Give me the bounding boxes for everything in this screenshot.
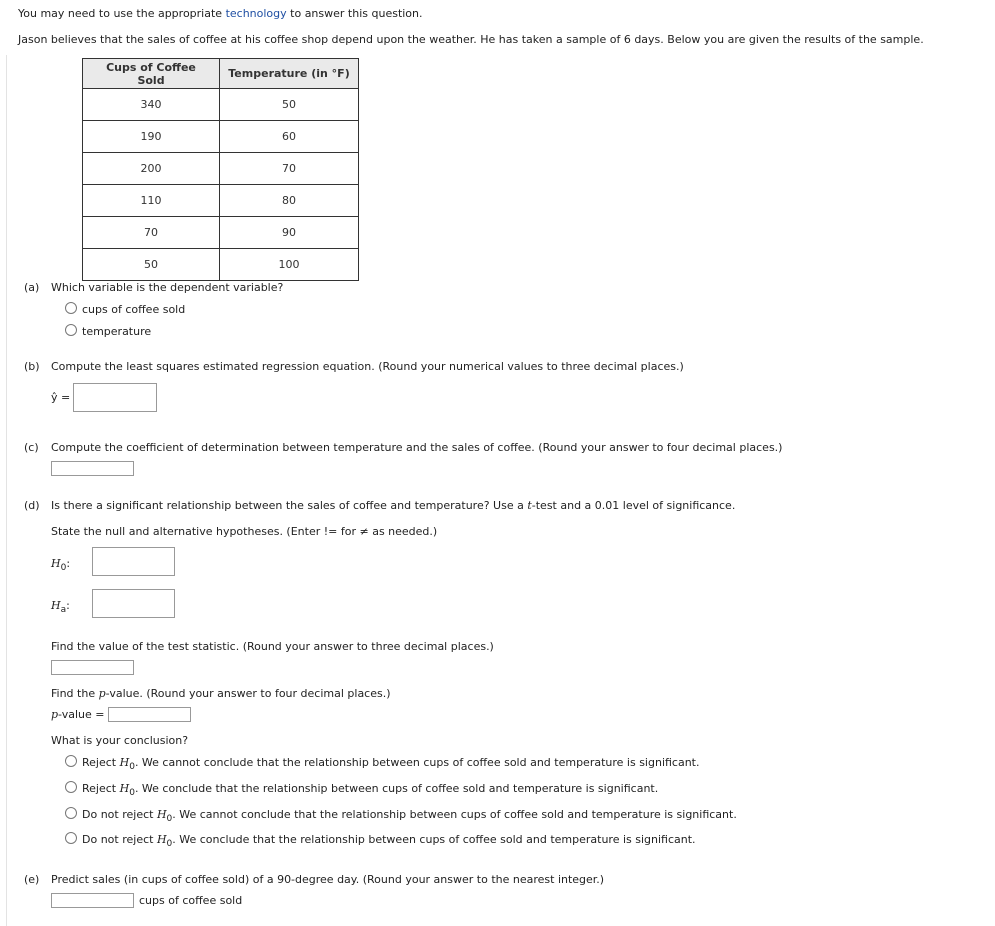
part-d-label: (d) xyxy=(24,499,40,512)
predicted-sales-input[interactable] xyxy=(51,893,134,908)
h0-subscript: 0 xyxy=(129,788,135,799)
conclusion-pre: Do not reject xyxy=(82,808,157,821)
conclusion-pre: Reject xyxy=(82,756,120,769)
conclusion-pre: Reject xyxy=(82,782,120,795)
p-value-question-post: -value. (Round your answer to four decimal places.) xyxy=(105,687,391,700)
regression-equation-input[interactable] xyxy=(73,383,157,412)
conclusion-post: . We cannot conclude that the relationship between cups of coffee sold and temperature is significant. xyxy=(172,808,737,821)
data-table xyxy=(82,58,359,281)
h0-label: $H_0$: xyxy=(51,557,71,574)
table-cell: 50 xyxy=(83,249,220,281)
table-cell: 90 xyxy=(220,217,359,249)
p-value-question xyxy=(51,687,391,700)
h0-subscript: 0 xyxy=(166,839,173,850)
part-e-label: (e) xyxy=(24,873,40,886)
part-c-label: (c) xyxy=(24,441,39,454)
table-row xyxy=(83,121,359,153)
radio-button[interactable] xyxy=(65,807,77,819)
h0-subscript: 0 xyxy=(60,563,67,574)
intro-pre: You may need to use the appropriate xyxy=(18,7,226,20)
conclusion-post: . We conclude that the relationship between cups of coffee sold and temperature is significant. xyxy=(172,833,696,846)
y-hat-label: ŷ = xyxy=(51,391,71,404)
table-cell: 190 xyxy=(83,121,220,153)
conclusion-option-2[interactable] xyxy=(65,781,658,798)
table-row xyxy=(83,153,359,185)
hypotheses-instruction: State the null and alternative hypotheses. (Enter != for ≠ as needed.) xyxy=(51,525,438,538)
intro-text xyxy=(18,7,423,20)
table-cell: 70 xyxy=(83,217,220,249)
option-label: cups of coffee sold xyxy=(82,303,186,316)
radio-button[interactable] xyxy=(65,832,77,844)
part-d-question xyxy=(51,499,735,512)
t-variable: t xyxy=(527,499,532,512)
table-cell: 50 xyxy=(220,89,359,121)
p-variable: p xyxy=(98,687,106,700)
left-border xyxy=(6,55,7,926)
h0-subscript: 0 xyxy=(166,814,173,825)
option-label: temperature xyxy=(82,325,152,338)
h-letter: H xyxy=(51,599,61,612)
table-row xyxy=(83,185,359,217)
problem-statement: Jason believes that the sales of coffee at his coffee shop depend upon the weather. He has taken a sample of 6 days. Below you are given the results of the sample. xyxy=(18,33,924,46)
part-a-label: (a) xyxy=(24,281,40,294)
table-cell: 100 xyxy=(220,249,359,281)
table-cell: 70 xyxy=(220,153,359,185)
coefficient-of-determination-input[interactable] xyxy=(51,461,134,476)
radio-button[interactable] xyxy=(65,302,77,314)
h-letter: H xyxy=(156,808,167,821)
h-letter: H xyxy=(119,782,130,795)
ha-label: $H_a$: xyxy=(51,599,70,616)
h0-subscript: 0 xyxy=(129,762,135,773)
p-variable: p xyxy=(51,708,59,721)
table-header-row xyxy=(83,59,359,89)
radio-button[interactable] xyxy=(65,324,77,336)
table-row xyxy=(83,217,359,249)
table-cell: 60 xyxy=(220,121,359,153)
test-statistic-input[interactable] xyxy=(51,660,134,675)
table-row xyxy=(83,89,359,121)
radio-button[interactable] xyxy=(65,781,77,793)
intro-post: to answer this question. xyxy=(286,7,423,20)
null-hypothesis-input[interactable] xyxy=(92,547,175,576)
conclusion-question: What is your conclusion? xyxy=(51,734,189,747)
part-b-label: (b) xyxy=(24,360,40,373)
option-temperature[interactable] xyxy=(65,324,151,338)
p-value-input[interactable] xyxy=(108,707,191,722)
conclusion-option-3[interactable] xyxy=(65,807,737,824)
ha-subscript: a xyxy=(60,605,67,616)
part-e-question: Predict sales (in cups of coffee sold) of a 90-degree day. (Round your answer to the nearest integer.) xyxy=(51,873,605,886)
option-cups-of-coffee-sold[interactable] xyxy=(65,302,185,316)
conclusion-post: . We cannot conclude that the relationship between cups of coffee sold and temperature is significant. xyxy=(134,756,700,769)
conclusion-pre: Do not reject xyxy=(82,833,157,846)
p-value-question-pre: Find the xyxy=(51,687,99,700)
conclusion-post: . We conclude that the relationship between cups of coffee sold and temperature is significant. xyxy=(134,782,659,795)
table-cell: 110 xyxy=(83,185,220,217)
h-letter: H xyxy=(51,557,61,570)
radio-button[interactable] xyxy=(65,755,77,767)
table-cell: 200 xyxy=(83,153,220,185)
part-b-question: Compute the least squares estimated regression equation. (Round your numerical values to three decimal places.) xyxy=(51,360,684,373)
conclusion-option-4[interactable] xyxy=(65,832,696,849)
test-statistic-question: Find the value of the test statistic. (Round your answer to three decimal places.) xyxy=(51,640,494,653)
predicted-sales-unit: cups of coffee sold xyxy=(139,894,243,907)
part-c-question: Compute the coefficient of determination between temperature and the sales of coffee. (Round your answer to four decimal places.) xyxy=(51,441,783,454)
p-value-equals: -value = xyxy=(58,708,105,721)
part-d-question-post: -test and a 0.01 level of significance. xyxy=(531,499,736,512)
column-header-cups: Cups of Coffee Sold xyxy=(83,59,220,89)
table-cell: 340 xyxy=(83,89,220,121)
p-value-label xyxy=(51,708,104,721)
part-a-question: Which variable is the dependent variable? xyxy=(51,281,284,294)
column-header-temperature: Temperature (in °F) xyxy=(220,59,359,89)
alternative-hypothesis-input[interactable] xyxy=(92,589,175,618)
table-row xyxy=(83,249,359,281)
conclusion-option-1[interactable] xyxy=(65,755,700,772)
h-letter: H xyxy=(119,756,130,769)
h-letter: H xyxy=(156,833,167,846)
part-d-question-pre: Is there a significant relationship between the sales of coffee and temperature? Use a xyxy=(51,499,528,512)
technology-link[interactable]: technology xyxy=(225,7,287,20)
table-cell: 80 xyxy=(220,185,359,217)
